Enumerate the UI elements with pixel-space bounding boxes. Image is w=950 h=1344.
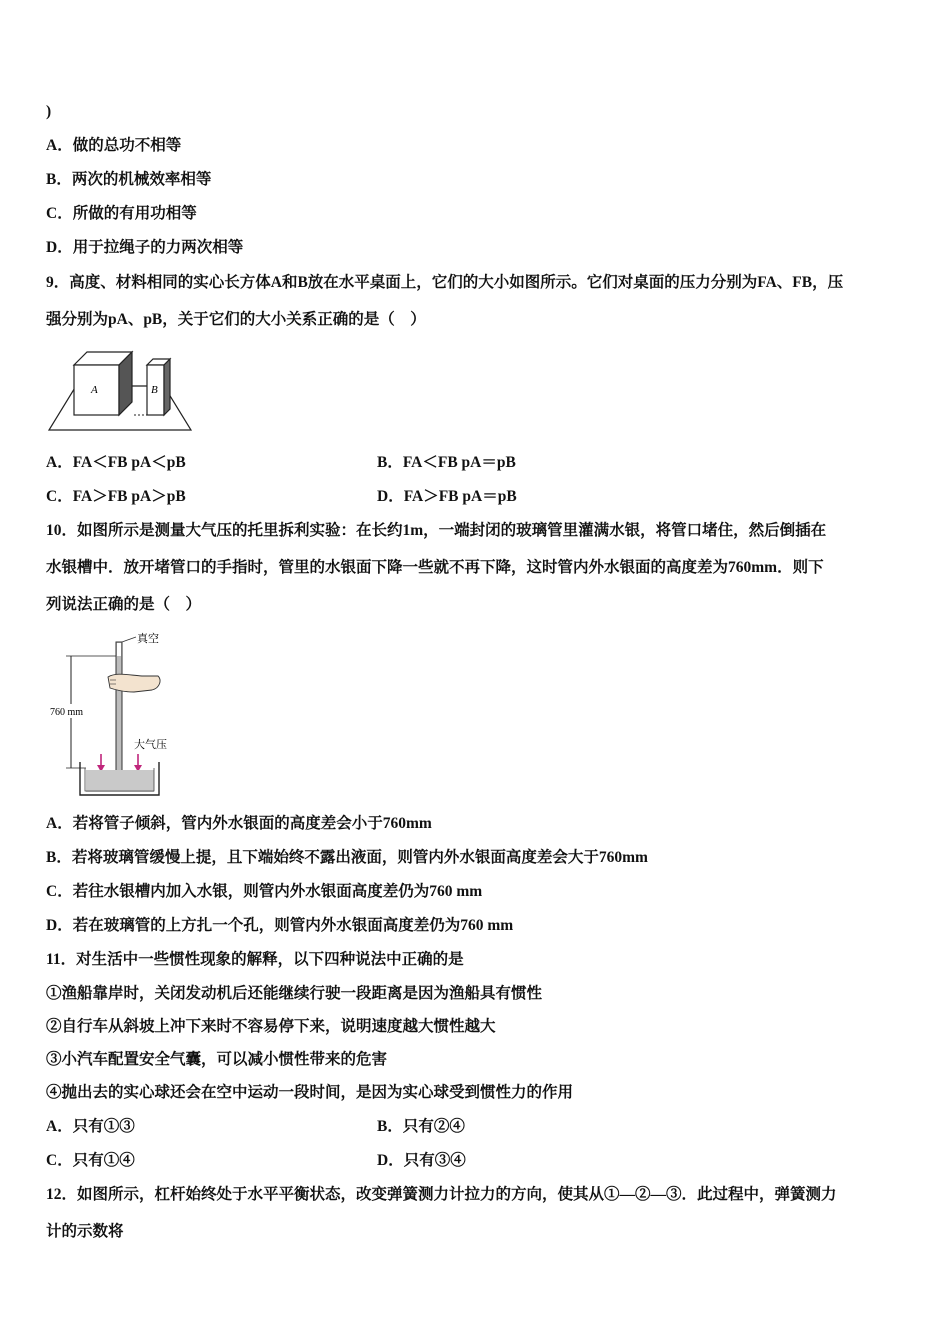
q10-torricelli-figure	[46, 630, 196, 796]
block-a-label: A	[91, 384, 98, 396]
q8-option-b: B．两次的机械效率相等	[46, 171, 212, 188]
q11-statement-2: ②自行车从斜坡上冲下来时不容易停下来，说明速度越大惯性越大	[46, 1018, 496, 1035]
q10-option-c: C．若往水银槽内加入水银，则管内外水银面高度差仍为760 mm	[46, 883, 483, 900]
q9-option-a: A．FA＜FB pA＜pB	[46, 454, 186, 471]
vacuum-pointer	[122, 637, 136, 642]
q8-option-c: C．所做的有用功相等	[46, 205, 197, 222]
mercury-in-trough	[86, 770, 154, 792]
q11-option-d: D．只有③④	[377, 1152, 466, 1169]
question-fragment-paren: )	[46, 103, 52, 120]
q8-option-d: D．用于拉绳子的力两次相等	[46, 239, 244, 256]
q11-statement-3: ③小汽车配置安全气囊，可以减小惯性带来的危害	[46, 1051, 388, 1068]
q11-stem: 11．对生活中一些惯性现象的解释，以下四种说法中正确的是	[46, 951, 464, 968]
q10-stem-line3: 列说法正确的是（ ）	[46, 596, 202, 613]
atm-label: 大气压	[134, 739, 167, 751]
glass-tube	[116, 642, 122, 780]
q12-stem-line2: 计的示数将	[46, 1223, 124, 1240]
vacuum-label: 真空	[137, 633, 159, 645]
block-b-side	[164, 359, 170, 415]
q8-option-a: A．做的总功不相等	[46, 137, 182, 154]
q11-option-a: A．只有①③	[46, 1118, 135, 1135]
q10-option-a: A．若将管子倾斜，管内外水银面的高度差会小于760mm	[46, 815, 432, 832]
height-label: 760 mm	[50, 707, 84, 718]
q9-stem-line2: 强分别为pA、pB，关于它们的大小关系正确的是（ ）	[46, 311, 426, 328]
q10-stem-line1: 10．如图所示是测量大气压的托里拆利实验：在长约1m，一端封闭的玻璃管里灌满水银，将管口堵住，然后倒插在	[46, 522, 827, 539]
q11-option-c: C．只有①④	[46, 1152, 135, 1169]
q10-option-b: B．若将玻璃管缓慢上提，且下端始终不露出液面，则管内外水银面高度差会大于760mm	[46, 849, 648, 866]
q9-option-c: C．FA＞FB pA＞pB	[46, 488, 186, 505]
q9-option-d: D．FA＞FB pA＝pB	[377, 488, 517, 505]
q11-statement-1: ①渔船靠岸时，关闭发动机后还能继续行驶一段距离是因为渔船具有惯性	[46, 985, 543, 1002]
q9-stem-line1: 9．高度、材料相同的实心长方体A和B放在水平桌面上，它们的大小如图所示。它们对桌面的压力分别为FA、FB，压	[46, 274, 844, 291]
q11-option-b: B．只有②④	[377, 1118, 465, 1135]
q12-stem-line1: 12．如图所示，杠杆始终处于水平平衡状态，改变弹簧测力计拉力的方向，使其从①—②—③．此过程中，弹簧测力	[46, 1186, 837, 1203]
block-b-label: B	[151, 384, 158, 396]
q10-option-d: D．若在玻璃管的上方扎一个孔，则管内外水银面高度差仍为760 mm	[46, 917, 514, 934]
q9-option-b: B．FA＜FB pA＝pB	[377, 454, 516, 471]
q10-stem-line2: 水银槽中．放开堵管口的手指时，管里的水银面下降一些就不再下降，这时管内外水银面的高度差为760mm．则下	[46, 559, 824, 576]
q9-blocks-figure	[46, 346, 196, 432]
vacuum-space	[117, 643, 121, 656]
hand-icon	[108, 674, 160, 692]
q11-statement-4: ④抛出去的实心球还会在空中运动一段时间，是因为实心球受到惯性力的作用	[46, 1084, 574, 1101]
